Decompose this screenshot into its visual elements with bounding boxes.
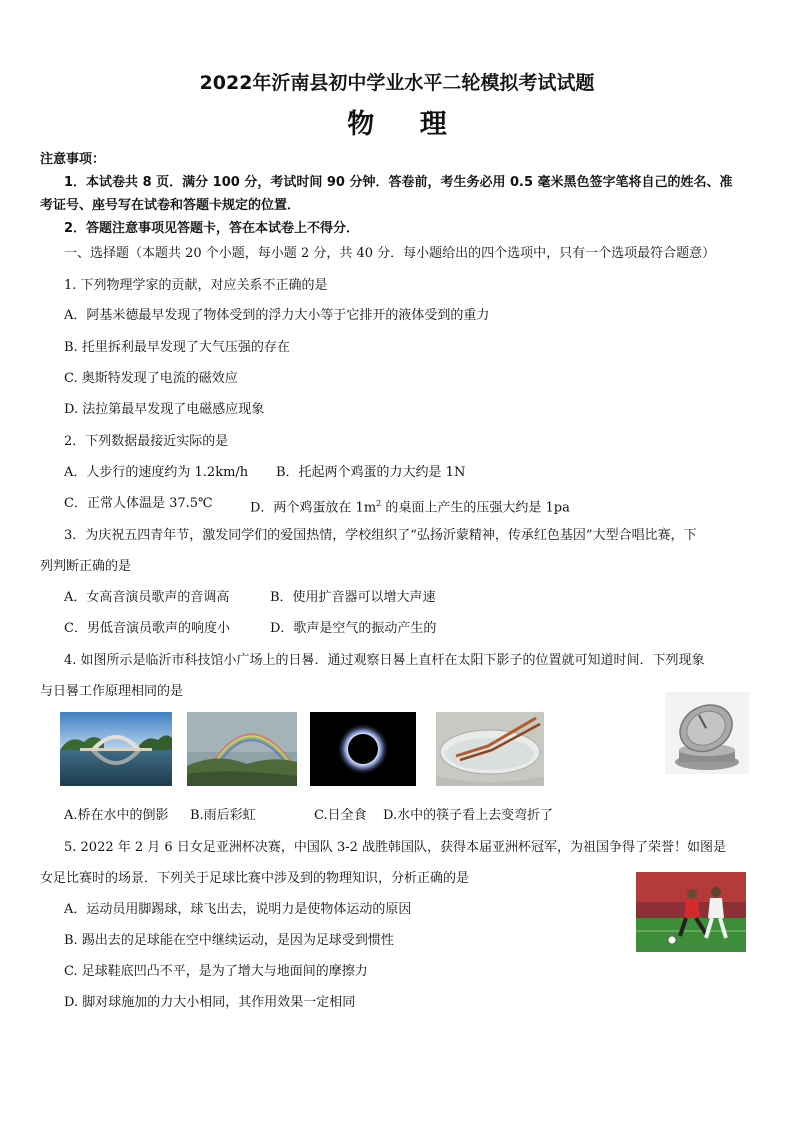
q3-stem-line-1: 3．为庆祝五四青年节，激发同学们的爱国热情，学校组织了“弘扬沂蒙精神，传承红色基因”大型合唱比赛，下	[64, 528, 697, 543]
subject-title: 物 理	[347, 109, 465, 140]
q2-option-b: B．托起两个鸡蛋的力大约是 1N	[276, 465, 466, 480]
notes-item-1-line-2: 考证号、座号写在试卷和答题卡规定的位置．	[40, 198, 301, 213]
q4-option-a: A.桥在水中的倒影	[64, 808, 169, 823]
q1-stem: 1. 下列物理学家的贡献，对应关系不正确的是	[64, 278, 328, 293]
q2-option-d-post: 的桌面上产生的压强大约是 1pa	[381, 500, 570, 516]
q2-option-a: A．人步行的速度约为 1.2km/h	[64, 465, 249, 480]
q1-option-d: D. 法拉第最早发现了电磁感应现象	[64, 402, 265, 417]
q3-option-b: B．使用扩音器可以增大声速	[270, 590, 436, 605]
rainbow-photo	[187, 712, 297, 786]
chopsticks-in-water-photo	[436, 712, 544, 786]
q5-stem-line-1: 5. 2022 年 2 月 6 日女足亚洲杯决赛，中国队 3-2 战胜韩国队，获得本届亚洲杯冠军，为祖国争得了荣誉！如图是	[64, 840, 727, 855]
solar-eclipse-photo	[310, 712, 416, 786]
bridge-reflection-photo	[60, 712, 172, 786]
q4-option-b: B.雨后彩虹	[190, 808, 256, 823]
q1-option-b: B. 托里拆利最早发现了大气压强的存在	[64, 340, 290, 355]
q2-option-d-pre: D．两个鸡蛋放在 1m	[250, 500, 377, 516]
q4-stem-line-1: 4. 如图所示是临沂市科技馆小广场上的日晷．通过观察日晷上直杆在太阳下影子的位置就可知道时间．下列现象	[64, 653, 705, 668]
exam-title: 2022年沂南县初中学业水平二轮模拟考试试题	[199, 72, 595, 94]
q5-option-c: C. 足球鞋底凹凸不平，是为了增大与地面间的摩擦力	[64, 964, 368, 979]
q5-option-b: B. 踢出去的足球能在空中继续运动，是因为足球受到惯性	[64, 933, 394, 948]
q1-option-a: A．阿基米德最早发现了物体受到的浮力大小等于它排开的液体受到的重力	[64, 308, 490, 323]
q4-option-d: D.水中的筷子看上去变弯折了	[383, 808, 554, 823]
sundial-photo	[665, 692, 749, 774]
notes-item-1-line-1: 1．本试卷共 8 页．满分 100 分，考试时间 90 分钟．答卷前，考生务必用 0.5 毫米黑色签字笔将自己的姓名、准	[64, 175, 733, 190]
section-1-heading: 一、选择题（本题共 20 个小题，每小题 2 分，共 40 分．每小题给出的四个选项中，只有一个选项最符合题意）	[64, 246, 716, 261]
q5-option-d: D. 脚对球施加的力大小相同，其作用效果一定相同	[64, 995, 356, 1010]
q4-stem-line-2: 与日晷工作原理相同的是	[40, 684, 184, 699]
notes-item-2: 2．答题注意事项见答题卡，答在本试卷上不得分．	[64, 221, 360, 236]
q2-option-d-sup: 2	[376, 499, 382, 508]
q3-stem-line-2: 列判断正确的是	[40, 559, 132, 574]
q5-stem-line-2: 女足比赛时的场景．下列关于足球比赛中涉及到的物理知识，分析正确的是	[40, 871, 470, 886]
q3-option-c: C．男低音演员歌声的响度小	[64, 621, 230, 636]
q5-option-a: A．运动员用脚踢球，球飞出去，说明力是使物体运动的原因	[64, 902, 412, 917]
notes-heading: 注意事项：	[40, 152, 106, 167]
q3-option-a: A．女高音演员歌声的音调高	[64, 590, 230, 605]
q4-option-c: C.日全食	[314, 808, 367, 823]
q2-option-d	[250, 494, 570, 518]
q2-option-c: C．正常人体温是 37.5℃	[64, 496, 213, 511]
q3-option-d: D．歌声是空气的振动产生的	[270, 621, 437, 636]
q1-option-c: C. 奥斯特发现了电流的磁效应	[64, 371, 238, 386]
q2-stem: 2．下列数据最接近实际的是	[64, 434, 229, 449]
